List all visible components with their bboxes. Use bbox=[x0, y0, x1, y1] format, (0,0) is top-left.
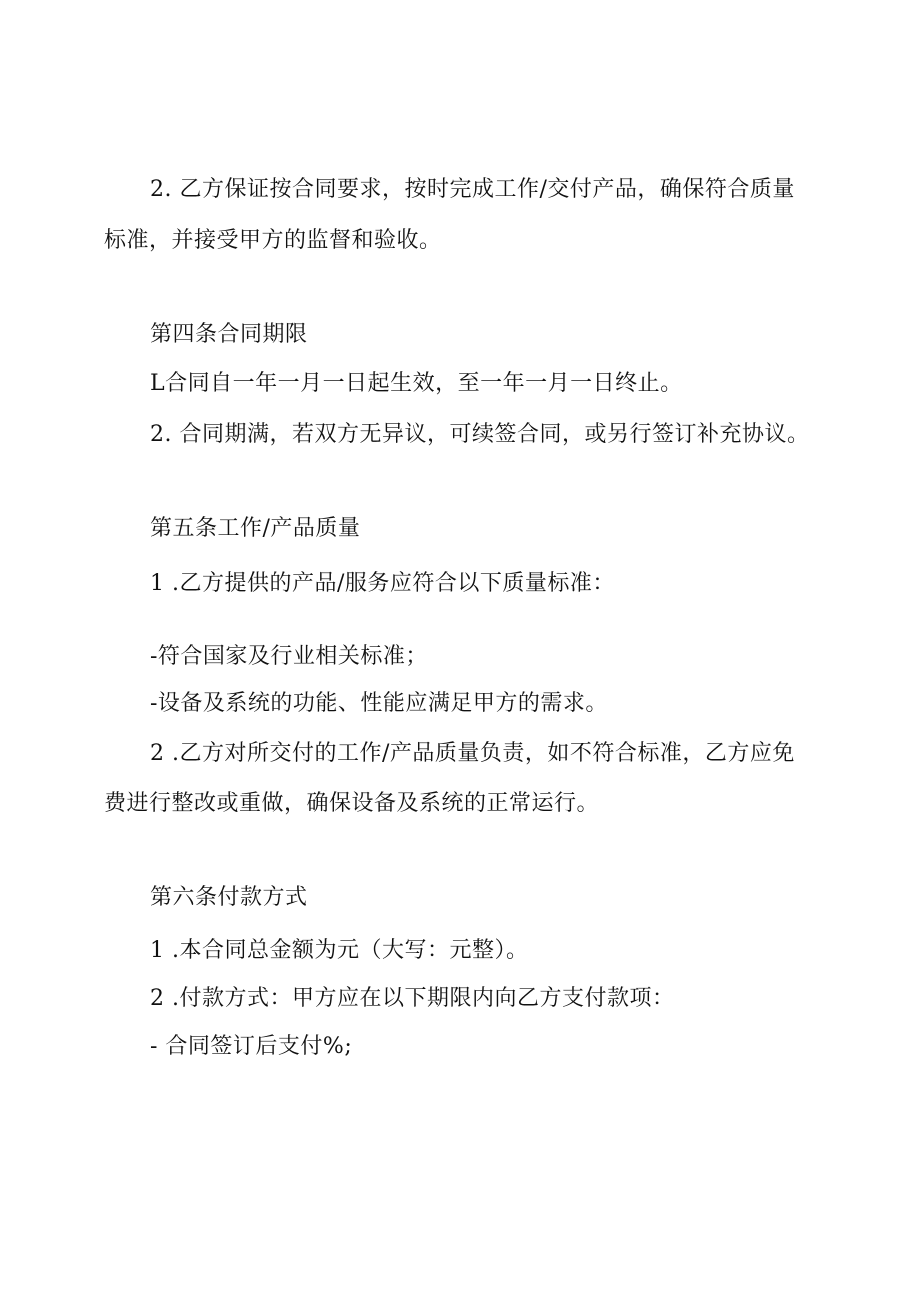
clause-3-item-2-line-1: 2. 乙方保证按合同要求，按时完成工作/交付产品，确保符合质量 bbox=[150, 177, 795, 202]
quality-item-2-line-2: 费进行整改或重做，确保设备及系统的正常运行。 bbox=[104, 791, 600, 816]
term-item-2: 2. 合同期满，若双方无异议，可续签合同，或另行签订补充协议。 bbox=[150, 422, 810, 447]
section-heading-quality: 第五条工作/产品质量 bbox=[150, 516, 361, 541]
quality-bullet-2: -设备及系统的功能、性能应满足甲方的需求。 bbox=[150, 691, 608, 716]
clause-3-item-2-line-2: 标准，并接受甲方的监督和验收。 bbox=[104, 228, 442, 253]
section-heading-term: 第四条合同期限 bbox=[150, 322, 308, 347]
payment-item-1: 1 .本合同总金额为元（大写：元整）。 bbox=[150, 938, 529, 963]
quality-item-1: 1 .乙方提供的产品/服务应符合以下质量标准： bbox=[150, 571, 615, 596]
quality-bullet-1: -符合国家及行业相关标准； bbox=[150, 644, 428, 669]
quality-item-2-line-1: 2 .乙方对所交付的工作/产品质量负责，如不符合标准，乙方应免 bbox=[150, 741, 795, 766]
payment-bullet-1: - 合同签订后支付%; bbox=[150, 1034, 353, 1059]
section-heading-payment: 第六条付款方式 bbox=[150, 885, 308, 910]
term-item-1: L合同自一年一月一日起生效，至一年一月一日终止。 bbox=[150, 371, 683, 396]
payment-item-2: 2 .付款方式：甲方应在以下期限内向乙方支付款项： bbox=[150, 986, 675, 1011]
